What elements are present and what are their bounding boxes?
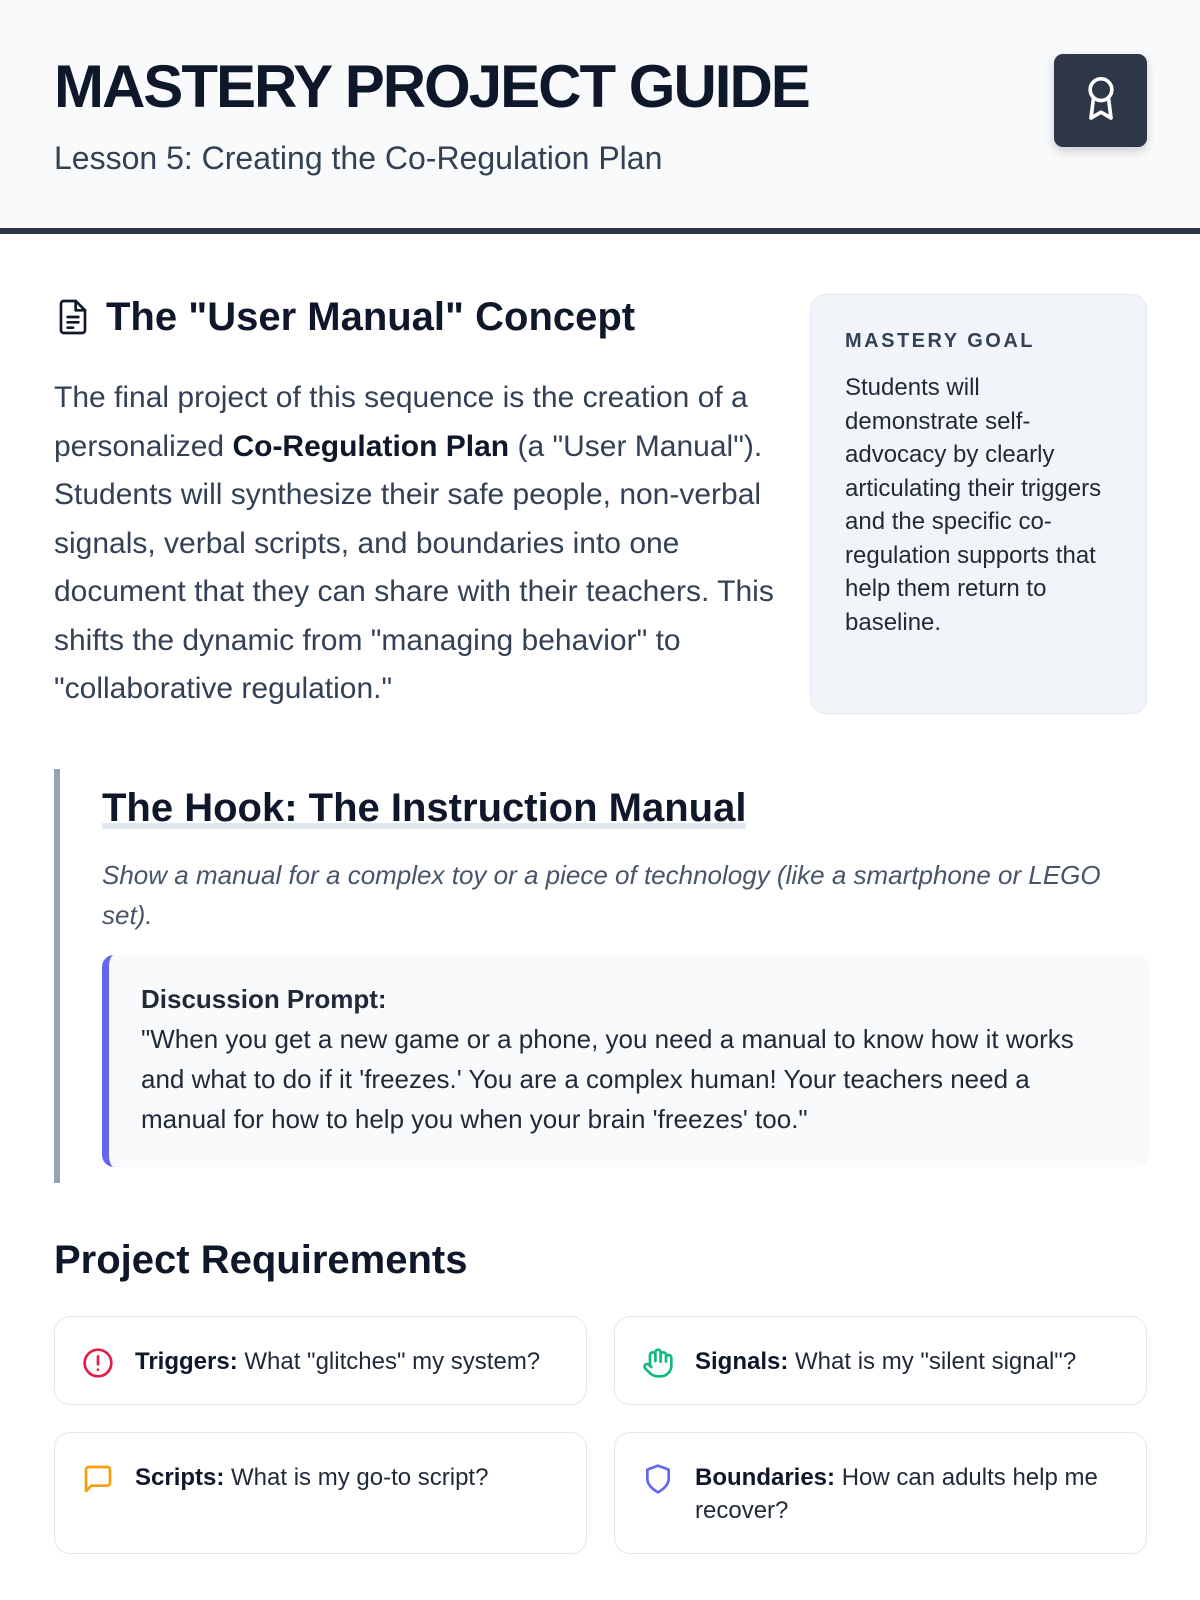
award-badge	[1054, 54, 1147, 147]
requirement-text	[135, 1461, 488, 1494]
discussion-prompt-label: Discussion Prompt:	[141, 984, 387, 1014]
requirement-text	[695, 1461, 1120, 1527]
requirements-heading: Project Requirements	[54, 1238, 468, 1282]
alert-circle-icon	[81, 1346, 115, 1380]
message-square-icon	[81, 1462, 115, 1496]
mastery-goal-text: Students will demonstrate self-advocacy by clearly articulating their triggers and the specific co-regulation supports that help them return to baseline.	[845, 374, 1102, 636]
lesson-subtitle: Lesson 5: Creating the Co-Regulation Plan	[54, 140, 663, 176]
concept-text-end: (a "User Manual"). Students will synthesize their safe people, non-verbal signals, verbal scripts, and boundaries into one document that they can share with their teachers. This shifts the dynamic from "managing behavior" to "collaborative regulation."	[54, 429, 774, 705]
requirement-question: What is my "silent signal"?	[795, 1348, 1077, 1375]
mastery-goal-box	[810, 294, 1147, 714]
requirement-label: Triggers:	[135, 1348, 238, 1375]
requirement-question: What is my go-to script?	[231, 1464, 489, 1491]
concept-heading	[54, 292, 635, 342]
hook-instruction: Show a manual for a complex toy or a piece of technology (like a smartphone or LEGO set).	[102, 860, 1101, 930]
requirement-card-boundaries	[614, 1432, 1147, 1554]
page-title: MASTERY PROJECT GUIDE	[54, 53, 809, 120]
requirement-text	[135, 1345, 540, 1378]
concept-plan-name: Co-Regulation Plan	[232, 429, 510, 463]
requirement-question: How can adults help me recover?	[695, 1464, 1098, 1524]
shield-icon	[641, 1462, 675, 1496]
requirement-card-triggers	[54, 1316, 587, 1405]
requirement-label: Scripts:	[135, 1464, 225, 1491]
concept-text-start: The final project of this sequence is the creation of a personalized	[54, 381, 748, 463]
hand-icon	[641, 1346, 675, 1380]
concept-title: The "User Manual" Concept	[106, 295, 636, 339]
discussion-prompt-text: "When you get a new game or a phone, you need a manual to know how it works and what to do if it 'freezes.' You are a complex human! Your teachers need a manual for how to help you when your brain 'freezes' too."	[141, 1024, 1074, 1134]
requirement-card-signals	[614, 1316, 1147, 1405]
mastery-goal-label: MASTERY GOAL	[845, 330, 1036, 352]
requirement-text	[695, 1345, 1076, 1378]
hook-section	[54, 769, 1147, 1183]
requirement-label: Signals:	[695, 1348, 789, 1375]
concept-paragraph	[54, 374, 774, 714]
hook-title: The Hook: The Instruction Manual	[102, 783, 746, 833]
requirement-card-scripts	[54, 1432, 587, 1554]
discussion-prompt-box	[102, 955, 1149, 1167]
requirement-label: Boundaries:	[695, 1464, 836, 1491]
requirement-question: What "glitches" my system?	[244, 1348, 541, 1375]
award-ribbon-icon	[1081, 74, 1121, 127]
document-icon	[54, 295, 92, 339]
page-header	[0, 0, 1200, 234]
